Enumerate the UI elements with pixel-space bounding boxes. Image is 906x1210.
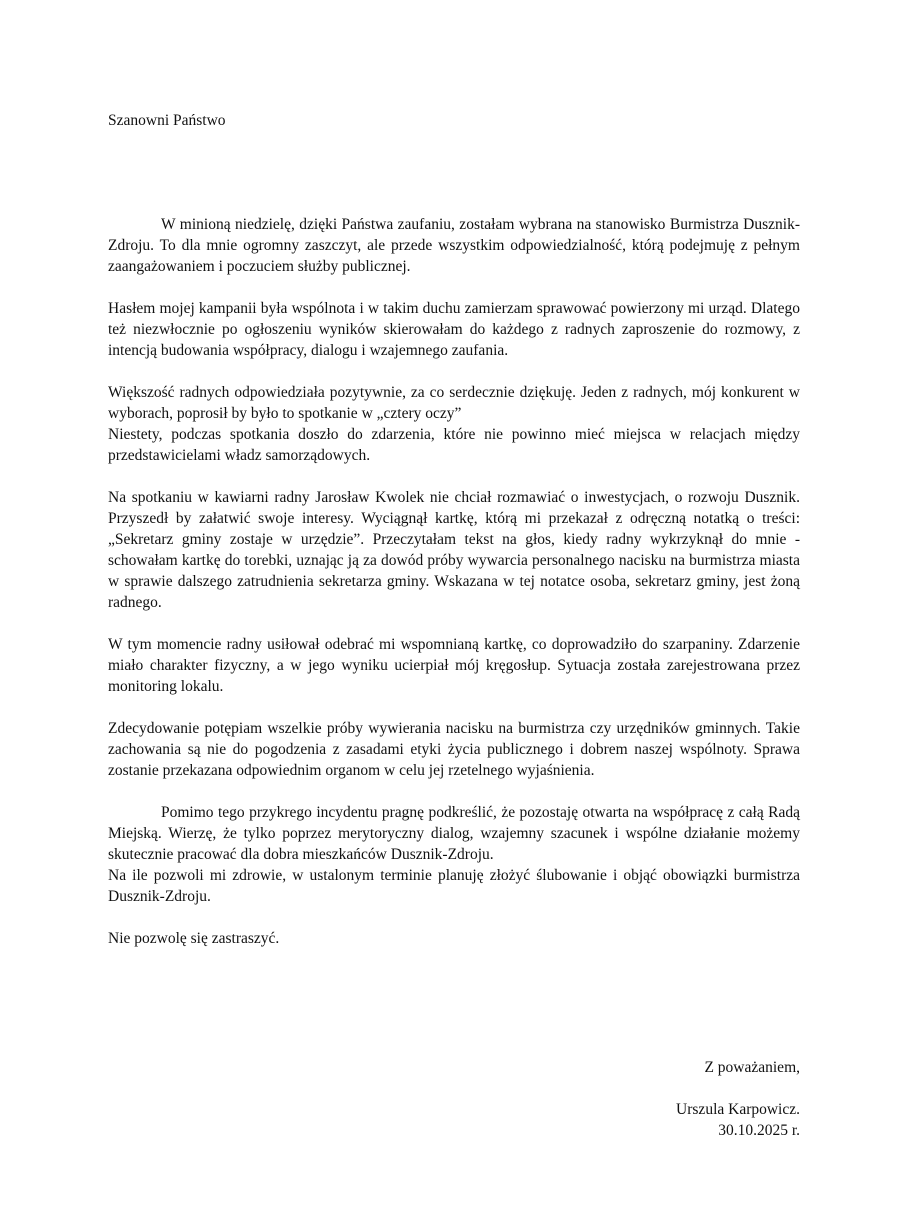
- signature-name: Urszula Karpowicz.: [676, 1101, 800, 1118]
- paragraph-final-statement: Nie pozwolę się zastraszyć.: [108, 930, 280, 947]
- paragraph-oath: Na ile pozwoli mi zdrowie, w ustalonym terminie planuję złożyć ślubowanie i objąć obowiązki burmistrza Dusznik-Zdroju.: [108, 867, 800, 905]
- closing-phrase: Z poważaniem,: [704, 1059, 800, 1076]
- paragraph-campaign: Hasłem mojej kampanii była wspólnota i w takim duchu zamierzam sprawować powierzony mi urząd. Dlatego też niezwłocznie po ogłoszeniu wyników skierowałam do każdego z radnych zaproszenie do rozmowy, z intencją budowania współpracy, dialogu i wzajemnego zaufania.: [108, 300, 800, 359]
- closing-block: [676, 1057, 800, 1141]
- letter-body: [108, 214, 800, 949]
- paragraph-condemnation: Zdecydowanie potępiam wszelkie próby wywierania nacisku na burmistrza czy urzędników gminnych. Takie zachowania są nie do pogodzenia z zasadami etyki życia publicznego i dobrem naszej wspólnoty. Sprawa zostanie przekazana odpowiednim organom w celu jej rzetelnego wyjaśnienia.: [108, 720, 800, 779]
- paragraph-cafe-meeting: Na spotkaniu w kawiarni radny Jarosław Kwolek nie chciał rozmawiać o inwestycjach, o rozwoju Dusznik. Przyszedł by załatwić swoje interesy. Wyciągnął kartkę, którą mi przekazał z odręczną notatką o treści: „Sekretarz gminy zostaje w urzędzie”. Przeczytałam tekst na głos, kiedy radny wykrzyknął do mnie - schowałam kartkę do torebki, uznając ją za dowód próby wywarcia personalnego nacisku na burmistrza miasta w sprawie dalszego zatrudnienia sekretarza gminy. Wskazana w tej notatce osoba, sekretarz gminy, jest żoną radnego.: [108, 489, 800, 611]
- paragraph-election: W minioną niedzielę, dzięki Państwa zaufaniu, zostałam wybrana na stanowisko Burmistrza Dusznik-Zdroju. To dla mnie ogromny zaszczyt, ale przede wszystkim odpowiedzialność, którą podejmuję z pełnym zaangażowaniem i poczuciem służby publicznej.: [108, 216, 800, 275]
- salutation: Szanowni Państwo: [108, 112, 226, 129]
- paragraph-scuffle: W tym momencie radny usiłował odebrać mi wspomnianą kartkę, co doprowadziło do szarpaniny. Zdarzenie miało charakter fizyczny, a w jego wyniku ucierpiał mój kręgosłup. Sytuacja została zarejestrowana przez monitoring lokalu.: [108, 636, 800, 695]
- letter-date: 30.10.2025 r.: [718, 1122, 800, 1139]
- paragraph-meeting-request: Większość radnych odpowiedziała pozytywnie, za co serdecznie dziękuję. Jeden z radnych, mój konkurent w wyborach, poprosił by było to spotkanie w „cztery oczy” Niestety, podczas spotkania doszło do zdarzenia, które nie powinno mieć miejsca w relacjach między przedstawicielami władz samorządowych.: [108, 384, 800, 464]
- paragraph-cooperation: Pomimo tego przykrego incydentu pragnę podkreślić, że pozostaję otwarta na współpracę z całą Radą Miejską. Wierzę, że tylko poprzez merytoryczny dialog, wzajemny szacunek i wspólne działanie możemy skutecznie pracować dla dobra mieszkańców Dusznik-Zdroju.: [108, 804, 800, 863]
